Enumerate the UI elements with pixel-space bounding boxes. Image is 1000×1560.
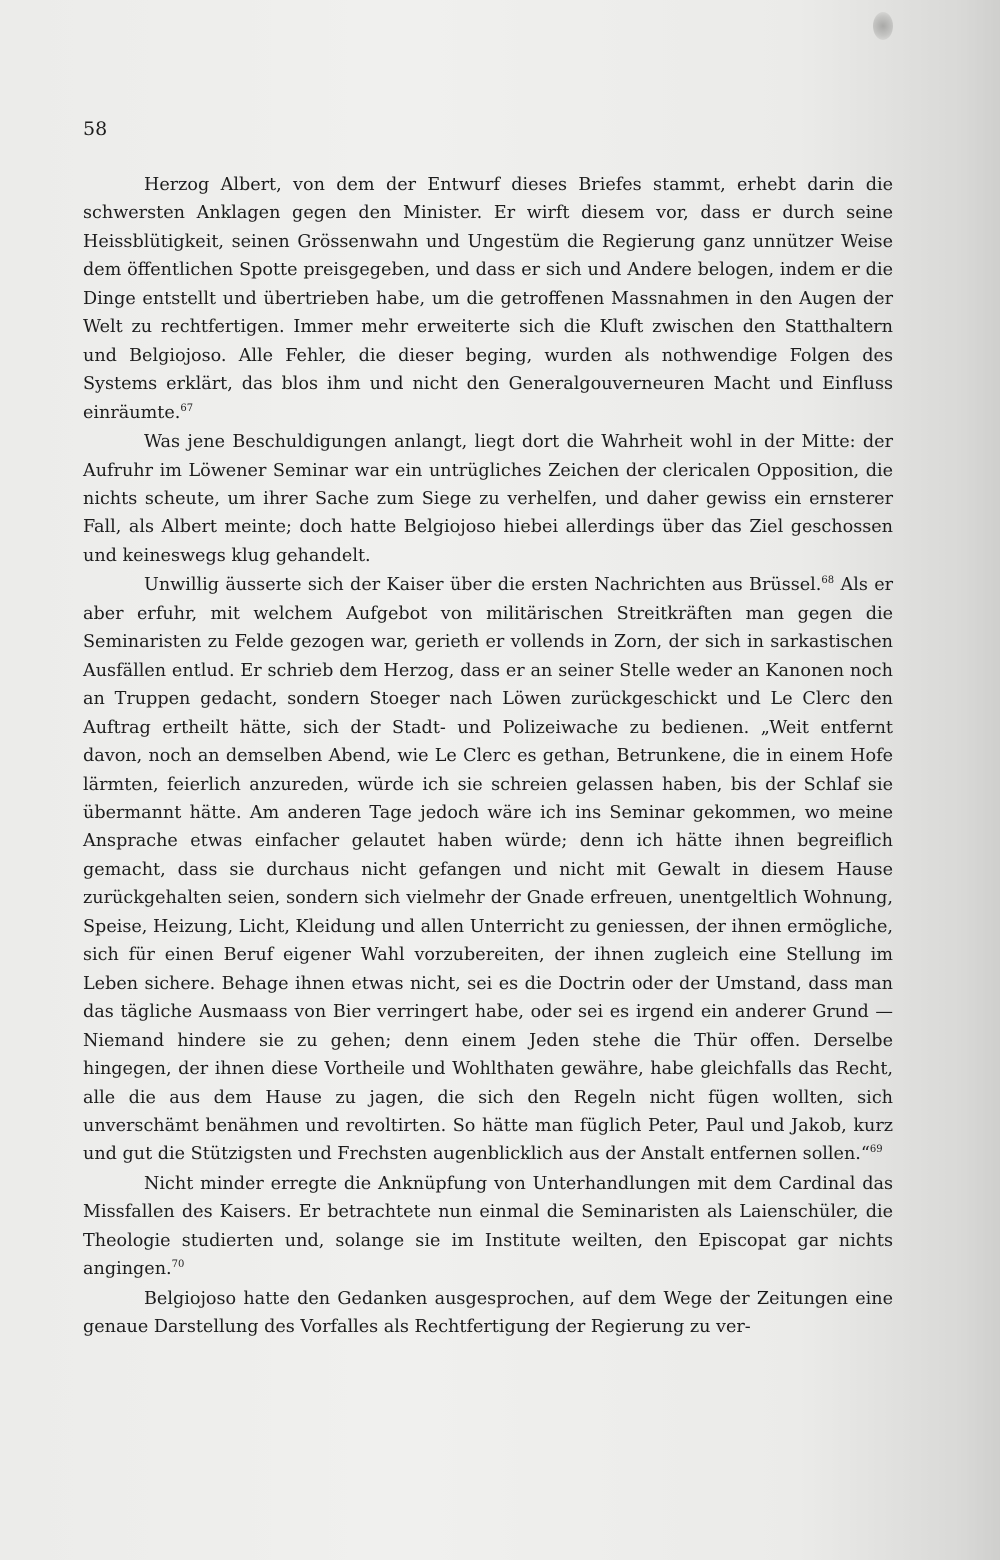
paragraph-4: [83, 1170, 893, 1284]
paragraph-text: Was jene Beschuldigungen anlangt, liegt dort die Wahrheit wohl in der Mitte: der Aufruhr im Löwener Seminar war ein untrügliches Zeichen der clericalen Opposition, die nichts scheute, um ihrer Sache zum Siege zu verhelfen, und daher gewiss ein ernsterer Fall, als Albert meinte; doch hatte Belgiojoso hiebei allerdings über das Ziel geschossen und keineswegs klug gehandelt.: [83, 432, 893, 566]
paragraph-text: Belgiojoso hatte den Gedanken ausgesprochen, auf dem Wege der Zeitungen eine genaue Darstellung des Vorfalles als Rechtfertigung der Regierung zu ver-: [83, 1288, 893, 1338]
paragraph-text-continued: Als er aber erfuhr, mit welchem Aufgebot von militärischen Streitkräften man gegen die Seminaristen zu Felde gezogen war, gerieth er vollends in Zorn, der sich in sarkastischen Ausfällen entlud. Er schrieb dem Herzog, dass er an seiner Stelle weder an Kanonen noch an Truppen gedacht, sondern Stoeger nach Löwen zurückgeschickt und Le Clerc den Auftrag ertheilt hätte, sich der Stadt- und Polizeiwache zu bedienen. „Weit entfernt davon, noch an demselben Abend, wie Le Clerc es gethan, Betrunkene, die in einem Hofe lärmten, feierlich anzureden, würde ich sie schreien gelassen haben, bis der Schlaf sie übermannt hätte. Am anderen Tage jedoch wäre ich ins Seminar gekommen, wo meine Ansprache etwas einfacher gelautet haben würde; denn ich hätte ihnen begreiflich gemacht, dass sie durchaus nicht gefangen und nicht mit Gewalt in diesem Hause zurückgehalten seien, sondern sich vielmehr der Gnade erfreuen, unentgeltlich Wohnung, Speise, Heizung, Licht, Kleidung und allen Unterricht zu geniessen, der ihnen ermögliche, sich für einen Beruf eigener Wahl vorzubereiten, der ihnen zugleich eine Stellung im Leben sichere. Behage ihnen etwas nicht, sei es die Doctrin oder der Umstand, dass man das tägliche Ausmaass von Bier verringert habe, oder sei es irgend ein anderer Grund — Niemand hindere sie zu gehen; denn einem Jeden stehe die Thür offen. Derselbe hingegen, der ihnen diese Vortheile und Wohlthaten gewähre, habe gleichfalls das Recht, alle die aus dem Hause zu jagen, die sich den Regeln nicht fügen wollten, sich unverschämt benähmen und revoltirten. So hätte man füglich Peter, Paul und Jakob, kurz und gut die Stützigsten und Frechsten augenblicklich aus der Anstalt entfernen sollen.“: [83, 575, 894, 1165]
paragraph-text: Unwillig äusserte sich der Kaiser über die ersten Nachrichten aus Brüssel.: [144, 575, 822, 596]
paragraph-1: [83, 171, 893, 427]
ink-blot: [873, 12, 893, 40]
paragraph-3: [83, 571, 893, 1169]
footnote-ref: 69: [869, 1144, 883, 1156]
paragraph-text: Nicht minder erregte die Anknüpfung von Unterhandlungen mit dem Cardinal das Missfallen des Kaisers. Er betrachtete nun einmal die Seminaristen als Laienschüler, die Theologie studierten und, solange sie im Institute weilten, den Episcopat gar nichts angingen.: [83, 1173, 893, 1280]
page-number: 58: [83, 118, 108, 140]
body-text: [83, 171, 893, 1342]
footnote-ref: 67: [180, 402, 194, 414]
paragraph-5: [83, 1285, 893, 1342]
paragraph-2: [83, 428, 893, 570]
footnote-ref: 70: [171, 1259, 185, 1271]
paragraph-text: Herzog Albert, von dem der Entwurf dieses Briefes stammt, erhebt darin die schwersten Anklagen gegen den Minister. Er wirft diesem vor, dass er durch seine Heissblütigkeit, seinen Grössenwahn und Ungestüm die Regierung ganz unnützer Weise dem öffentlichen Spotte preisgegeben, und dass er sich und Andere belogen, indem er die Dinge entstellt und übertrieben habe, um die getroffenen Massnahmen in den Augen der Welt zu rechtfertigen. Immer mehr erweiterte sich die Kluft zwischen den Statthaltern und Belgiojoso. Alle Fehler, die dieser beging, wurden als nothwendige Folgen des Systems erklärt, das blos ihm und nicht den Generalgouverneuren Macht und Einfluss einräumte.: [83, 175, 893, 423]
footnote-ref: 68: [821, 575, 835, 587]
